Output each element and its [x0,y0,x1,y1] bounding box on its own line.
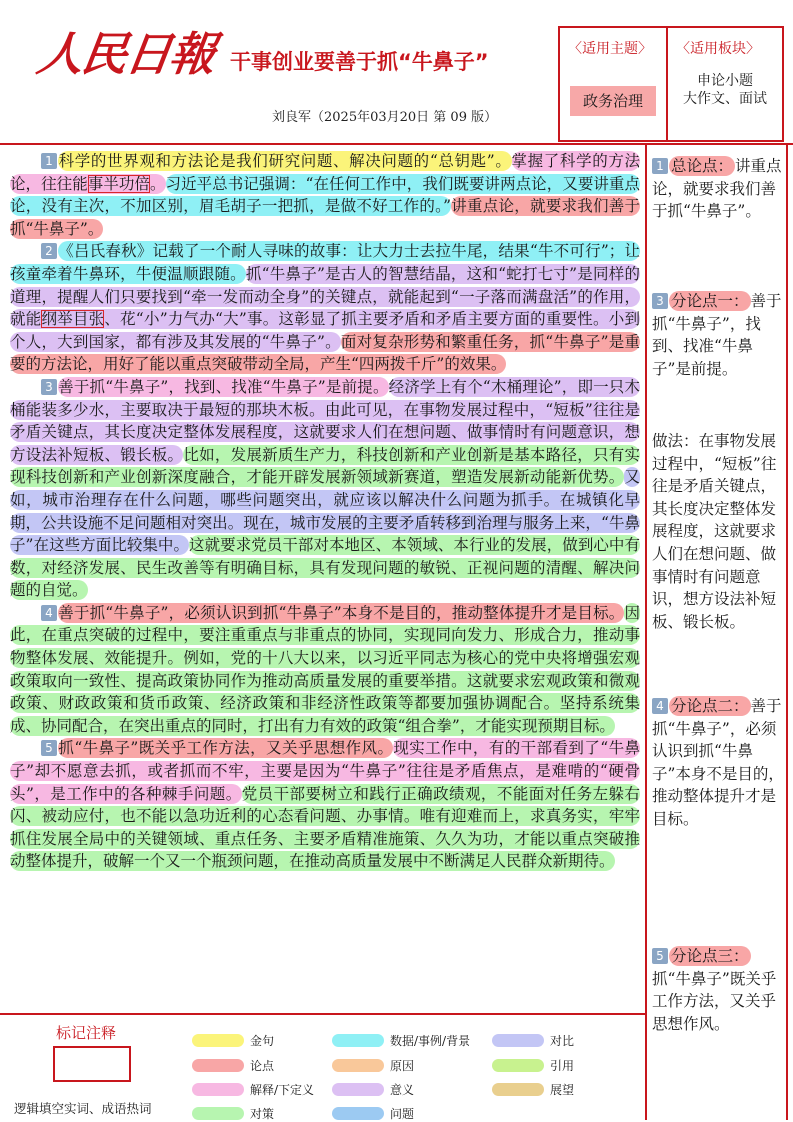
idiom-box: 事半功倍 [87,174,150,193]
legend-swatch [332,1083,384,1096]
note-text: 做法：在事物发展过程中，“短板”往往是矛盾关键点，其长度决定整体发展程度，这就要求人们在想问题、做事情时有问题意识，想方设法补短板、锻长板。 [652,432,777,631]
paragraph-number: 4 [41,605,57,621]
legend-item: 金句 [192,1032,274,1049]
paragraph-5 [10,737,640,873]
board-value-line1: 申论小题 [697,73,753,89]
legend-swatch [192,1107,244,1120]
sub-argument-3: 抓“牛鼻子”既关乎工作方法，又关乎思想作风。 [58,739,394,758]
paragraph-number: 2 [41,243,57,259]
legend-item: 解释/下定义 [192,1081,314,1098]
article-title: 干事创业要善于抓“牛鼻子” [230,50,489,74]
legend-swatch [192,1059,244,1072]
legend-item: 对比 [492,1032,574,1049]
legend-swatch [492,1059,544,1072]
sub-argument-2: 善于抓“牛鼻子”，必须认识到抓“牛鼻子”本身不是目的，推动整体提升才是目标。 [58,603,625,622]
measure: 党员干部要树立和践行正确政绩观，不能面对任务左躲右闪、被动应付，也不能以急功近利的心态看问题、办事情。唯有迎难而上，求真务实，牢牢抓住发展全局中的关键领域、重点任务、主要矛盾精准施策、久久为功，才能以重点突破推动整体提升，破解一个又一个瓶颈问题，在推动高质量发展中不断满足人民群众新期待。 [10,784,640,871]
note-sub-argument-2 [652,695,788,831]
header-rule [0,143,793,145]
paragraph-number: 5 [41,740,57,756]
significance: 抓“牛鼻子”是古人的智慧结晶，这和“蛇打七寸”是同样的道理，提醒人们只要找到“牵一发而动全身”的关键点，就能起到“一子落而满盘活”的作用，就能纲举目张、花“小”力气办“大”事。这彰显了抓主要矛盾和矛盾主要方面的重要性。小到个人，大到国家，都有涉及其发展的“牛鼻子”。 [10,264,640,351]
note-text: 善于抓“牛鼻子”，必须认识到抓“牛鼻子”本身不是目的，推动整体提升才是目标。 [652,697,784,828]
note-number: 5 [652,948,668,964]
legend-swatch [332,1034,384,1047]
note-label: 分论点一： [671,292,749,310]
board-value-line2: 大作文、面试 [683,91,767,107]
explanation: 掌握了科学的方法论，往往能事半功倍。 [10,152,640,193]
note-thesis [652,155,788,223]
golden-sentence: 科学的世界观和方法论是我们研究问题、解决问题的“总钥匙”。 [58,152,512,170]
legend-swatch [492,1034,544,1047]
legend-box-note: 逻辑填空实词、成语热词 [14,1101,152,1116]
board-header: 〈适用板块〉 [676,41,760,57]
legend-item: 论点 [192,1057,274,1074]
legend-swatch [192,1083,244,1096]
paragraph-3 [10,376,640,602]
story-example: 《吕氏春秋》记载了一个耐人寻味的故事：让大力士去拉牛尾，结果“牛不可行”；让孩童牵着牛鼻环，牛便温顺跟随。 [10,242,640,283]
note-label: 分论点二： [671,697,749,715]
legend-swatch [332,1059,384,1072]
note-method [652,430,788,633]
note-text: 抓“牛鼻子”既关乎工作方法，又关乎思想作风。 [652,969,777,1033]
explanation: 经济学上有个“木桶理论”，即一只木桶能装多少水，主要取决于最短的那块木板。由此可见，在事物发展过程中，“短板”往往是矛盾关键点，其长度决定整体发展程度，这就要求人们在想问题、做事情时有问题意识，想方设法补短板、锻长板。 [10,377,640,464]
paragraph-number: 1 [41,153,57,169]
legend-swatch [332,1107,384,1120]
topic-header: 〈适用主题〉 [568,41,652,57]
note-sub-argument-1 [652,290,788,380]
legend-box-sample [53,1046,131,1082]
sub-argument-1: 善于抓“牛鼻子”，找到、找准“牛鼻子”是前提。 [58,377,389,396]
measure: 这就要求党员干部对本地区、本领域、本行业的发展，做到心中有数，对经济发展、民生改善等有明确目标，具有发现问题的敏锐、正视问题的清醒、解决问题的自觉。 [10,536,640,600]
legend-item: 展望 [492,1081,574,1098]
article-body [10,150,640,873]
board-value [670,72,780,108]
note-number: 4 [652,698,668,714]
newspaper-logo: 人民日報 [33,27,218,81]
note-number: 3 [652,293,668,309]
note-sub-argument-3 [652,945,788,1035]
column-rule [645,145,647,1120]
legend-swatch [192,1034,244,1047]
idiom-box: 纲举目张 [41,310,105,329]
note-label: 分论点三： [671,947,749,965]
legend-rule [0,1013,645,1015]
note-text: 善于抓“牛鼻子”，找到、找准“牛鼻子”是前提。 [652,292,782,378]
thesis: 讲重点论，就要求我们善于抓“牛鼻子”。 [10,197,640,238]
box-divider [666,28,668,140]
paragraph-2 [10,240,640,376]
legend-item: 引用 [492,1057,574,1074]
measure-example: 比如，发展新质生产力，科技创新和产业创新是基本路径，只有实现科技创新和产业创新深度融合，才能开辟发展新领域新赛道，塑造发展新动能新优势。 [10,445,640,487]
argument: 面对复杂形势和繁重任务，抓“牛鼻子”是重要的方法论，用好了能以重点突破带动全局，产生“四两拨千斤”的效果。 [10,332,640,374]
problem-explanation: 现实工作中，有的干部看到了“牛鼻子”却不愿意去抓，或者抓而不牢，主要是因为“牛鼻子”往往是矛盾焦点，是难啃的“硬骨头”，是工作中的各种棘手问题。 [10,739,640,803]
note-text: 讲重点论，就要求我们善于抓“牛鼻子”。 [652,157,782,221]
legend-item: 问题 [332,1105,414,1122]
paragraph-1 [10,150,640,240]
byline: 刘良军（2025年03月20日 第 09 版） [272,110,498,125]
paragraph-4 [10,602,640,738]
legend-swatch [492,1083,544,1096]
legend-item: 原因 [332,1057,414,1074]
legend-title: 标记注释 [56,1024,117,1042]
note-number: 1 [652,158,668,174]
quote-example: 习近平总书记强调：“在任何工作中，我们既要讲两点论，又要讲重点论，没有主次，不加区别，眉毛胡子一把抓，是做不好工作的。” [10,174,640,216]
contrast-example: 又如，城市治理存在什么问题，哪些问题突出，就应该以解决什么问题为抓手。在城镇化早期，公共设施不足问题相对突出。现在，城市发展的主要矛盾转移到治理与服务上来，“牛鼻子”在这些方面比较集中。 [10,468,640,555]
topic-value: 政务治理 [570,86,656,116]
note-label: 总论点： [671,157,734,175]
topic-board-box [558,26,784,142]
legend-item: 意义 [332,1081,414,1098]
legend-item: 数据/事例/背景 [332,1032,470,1049]
measure: 因此，在重点突破的过程中，要注重重点与非重点的协同，实现同向发力、形成合力，推动事物整体发展、效能提升。例如，党的十八大以来，以习近平同志为核心的党中央将增强宏观政策取向一致性、提高政策协同作为推动高质量发展的重要举措。这就要求宏观政策和微观政策、财政政策和货币政策、经济政策和非经济性政策等都要加强协调配合。坚持系统集成、协同配合，在突出重点的同时，打出有力有效的政策“组合拳”，才能实现预期目标。 [10,603,640,735]
legend-item: 对策 [192,1105,274,1122]
paragraph-number: 3 [41,379,57,395]
